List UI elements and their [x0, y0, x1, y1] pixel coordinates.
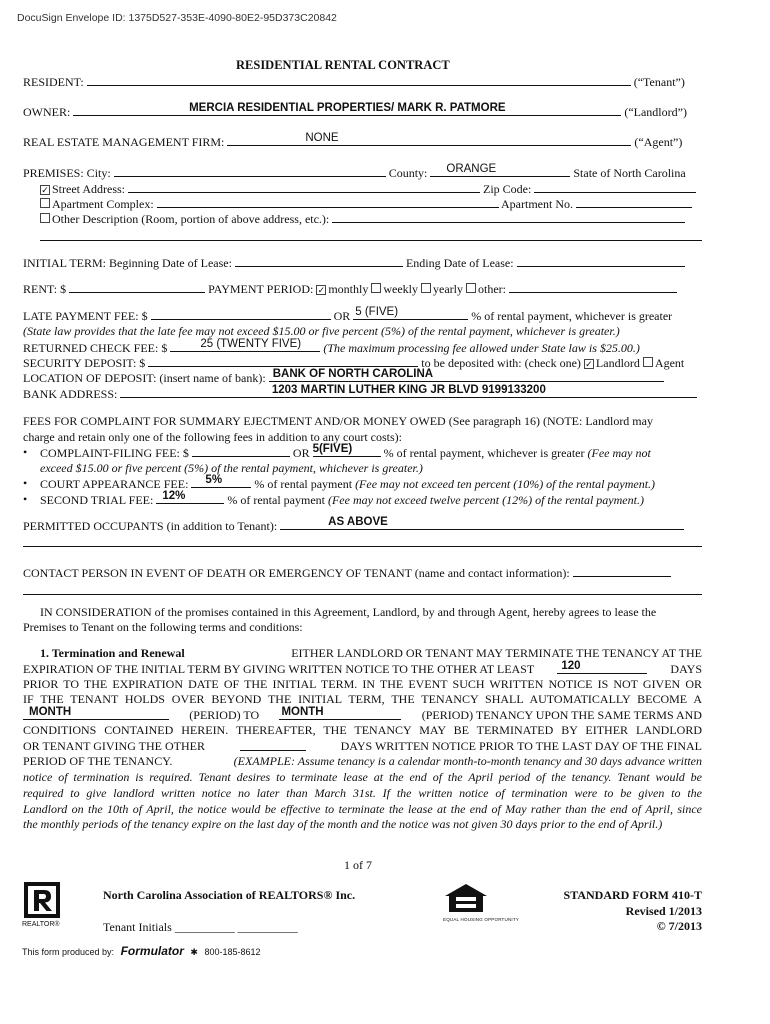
- occupants-field-2[interactable]: [23, 535, 702, 547]
- trial-fee-row: [40, 492, 644, 508]
- other-period-checkbox[interactable]: [466, 283, 476, 293]
- produced-by-label: This form produced by:: [22, 947, 115, 957]
- complaint-fee-label: COMPLAINT-FILING FEE: $: [40, 446, 189, 460]
- formulator-phone: 800-185-8612: [204, 947, 261, 957]
- complex-label: Apartment Complex:: [52, 197, 154, 211]
- owner-label: OWNER:: [23, 105, 71, 119]
- occupants-field[interactable]: [280, 518, 684, 530]
- deposit-agent-label: Agent: [654, 356, 685, 370]
- term-end-label: Ending Date of Lease:: [405, 256, 514, 270]
- premises-row-street: [40, 181, 696, 197]
- section1-line-10: required to give landlord written notice no later than March 31st. If the written notice of termination were to be given to the: [23, 786, 702, 800]
- check-fee-note: (The maximum processing fee allowed under State law is $25.00.): [323, 341, 640, 355]
- document-title: RESIDENTIAL RENTAL CONTRACT: [236, 58, 450, 72]
- zip-label: Zip Code:: [483, 182, 532, 196]
- contact-field[interactable]: [573, 565, 671, 577]
- contact-field-2[interactable]: [23, 583, 702, 595]
- monthly-checkbox[interactable]: ✓: [317, 285, 326, 295]
- other-desc-field[interactable]: [332, 211, 685, 223]
- resident-suffix: (“Tenant”): [633, 75, 685, 89]
- agent-suffix: (“Agent”): [634, 135, 683, 149]
- complaint-fee-note-b: exceed $15.00 or five percent (5%) of the rental payment, whichever is greater.): [40, 461, 423, 475]
- section1-line-8: [23, 754, 702, 769]
- owner-field[interactable]: [73, 104, 621, 116]
- trial-fee-note: (Fee may not exceed twelve percent (12%) of the rental payment.): [327, 493, 644, 507]
- section1-line-11: Landlord on the 10th of April, the notice would be effective to terminate the lease at the end of May rather than the end of April, since: [23, 802, 702, 816]
- other-desc-label: Other Description (Room, portion of above address, etc.):: [52, 212, 330, 226]
- page-number: 1 of 7: [344, 858, 372, 872]
- zip-field[interactable]: [534, 181, 696, 193]
- period-field-2[interactable]: [279, 708, 401, 720]
- apt-label: Apartment No.: [501, 197, 573, 211]
- association-name: North Carolina Association of REALTORS® Inc.: [103, 888, 356, 902]
- complaint-fee-suffix: % of rental payment, whichever is greater: [383, 446, 585, 460]
- rent-row: [23, 281, 677, 297]
- period-value-2: MONTH: [281, 706, 324, 718]
- other-period-field[interactable]: [509, 281, 677, 293]
- section1-text-2a: EXPIRATION OF THE INITIAL TERM BY GIVING WRITTEN NOTICE TO THE OTHER AT LEAST: [23, 662, 535, 676]
- rent-label: RENT: $: [23, 282, 67, 296]
- county-value: ORANGE: [446, 163, 497, 175]
- appearance-fee-row: [40, 476, 655, 492]
- monthly-label: monthly: [328, 282, 369, 296]
- street-checkbox[interactable]: ✓: [41, 185, 49, 195]
- owner-suffix: (“Landlord”): [624, 105, 687, 119]
- section1-line-2: [23, 662, 702, 677]
- period-field-1[interactable]: [23, 708, 169, 720]
- section1-line-3: PRIOR TO THE EXPIRATION DATE OF THE INITIAL TERM. IN THE EVENT SUCH WRITTEN NOTICE IS NOT GIVEN OR: [23, 677, 702, 691]
- street-label: Street Address:: [52, 182, 125, 196]
- fees-intro-1: FEES FOR COMPLAINT FOR SUMMARY EJECTMENT AND/OR MONEY OWED (See paragraph 16) (NOTE: Landlord may: [23, 414, 653, 428]
- realtor-r-icon: [24, 882, 60, 918]
- section1-text-1: EITHER LANDLORD OR TENANT MAY TERMINATE THE TENANCY AT THE: [291, 646, 702, 660]
- section1-line-12: the monthly periods of the tenancy expire on the last day of the month and the notice was not given 30 days prior to the end of April.): [23, 817, 663, 831]
- form-number: STANDARD FORM 410-T: [563, 888, 702, 902]
- check-fee-value: 25 (TWENTY FIVE): [200, 338, 302, 350]
- trial-fee-suffix: % of rental payment: [227, 493, 325, 507]
- section1-text-8a: PERIOD OF THE TENANCY.: [23, 754, 173, 768]
- late-fee-note: (State law provides that the late fee may not exceed $15.00 or five percent (5%) of the rental payment, whichever is greater.): [23, 324, 620, 338]
- appearance-fee-value: 5%: [205, 474, 223, 486]
- check-fee-row: [23, 340, 640, 356]
- section1-line-7: [23, 739, 702, 754]
- bullet-dot: •: [23, 445, 28, 459]
- trial-fee-value: 12%: [162, 490, 186, 502]
- fees-intro-2: charge and retain only one of the following fees in addition to any court costs):: [23, 430, 403, 444]
- premises-row-other: [40, 211, 685, 227]
- term-begin-field[interactable]: [235, 255, 403, 267]
- form-copyright: © 7/2013: [656, 919, 702, 933]
- section1-text-7b: DAYS WRITTEN NOTICE PRIOR TO THE LAST DAY OF THE FINAL: [340, 739, 702, 753]
- section1-line-1: [40, 646, 702, 661]
- consideration-line-2: Premises to Tenant on the following terms and conditions:: [23, 620, 303, 634]
- notice-days-value: 120: [561, 660, 581, 672]
- section1-heading: 1. Termination and Renewal: [40, 646, 185, 660]
- equal-housing-icon: [443, 882, 489, 914]
- trial-fee-field[interactable]: [156, 492, 224, 504]
- appearance-fee-suffix: % of rental payment: [254, 477, 353, 491]
- contact-label: CONTACT PERSON IN EVENT OF DEATH OR EMERGENCY OF TENANT (name and contact information):: [23, 566, 570, 580]
- deposit-to-be: to be deposited with: (check one): [421, 356, 581, 370]
- period-label: (PERIOD) TO: [189, 708, 260, 722]
- deposit-landlord-checkbox[interactable]: ✓: [585, 359, 593, 369]
- consideration-line-1: IN CONSIDERATION of the promises contained in this Agreement, Landlord, by and through Agent, hereby agrees to lease the: [40, 605, 657, 619]
- equal-housing-logo: [443, 882, 489, 918]
- bank-address-row: [23, 386, 697, 402]
- bullet-dot: •: [23, 476, 28, 490]
- occupants-value: AS ABOVE: [328, 516, 388, 528]
- term-end-field[interactable]: [517, 255, 685, 267]
- tenant-initials[interactable]: Tenant Initials __________ __________: [103, 920, 298, 934]
- resident-label: RESIDENT:: [23, 75, 84, 89]
- resident-field[interactable]: [87, 74, 631, 86]
- form-revised: Revised 1/2013: [625, 904, 702, 918]
- late-fee-suffix: % of rental payment, whichever is greater: [471, 309, 673, 323]
- section1-line-4: IF THE TENANT HOLDS OVER BEYOND THE INITIAL TERM, THE TENANCY SHALL AUTOMATICALLY BECOME A: [23, 692, 702, 706]
- complaint-fee-row: [40, 445, 651, 461]
- trial-fee-label: SECOND TRIAL FEE:: [40, 493, 154, 507]
- equal-housing-text: EQUAL HOUSING OPPORTUNITY: [443, 917, 520, 922]
- late-fee-label: LATE PAYMENT FEE: $: [23, 309, 148, 323]
- complex-checkbox[interactable]: [40, 198, 50, 208]
- section1-line-5: [23, 708, 702, 723]
- bank-address-value: 1203 MARTIN LUTHER KING JR BLVD 9199133200: [271, 384, 546, 396]
- complaint-fee-note-a: (Fee may not: [587, 446, 651, 460]
- occupants-label: PERMITTED OCCUPANTS (in addition to Tenant):: [23, 519, 278, 533]
- street-field[interactable]: [128, 181, 480, 193]
- other-desc-field-2[interactable]: [40, 229, 702, 241]
- owner-row: [23, 104, 687, 120]
- weekly-label: weekly: [383, 282, 419, 296]
- produced-by-row: [22, 944, 261, 958]
- late-fee-percent-field[interactable]: [353, 308, 468, 320]
- envelope-id: DocuSign Envelope ID: 1375D527-353E-4090-80E2-95D373C20842: [17, 12, 337, 24]
- check-fee-label: RETURNED CHECK FEE: $: [23, 341, 168, 355]
- agent-row: [23, 134, 682, 150]
- rent-field[interactable]: [69, 281, 205, 293]
- termination-days-field[interactable]: [240, 739, 306, 751]
- deposit-agent-checkbox[interactable]: [643, 357, 653, 367]
- yearly-checkbox[interactable]: [421, 283, 431, 293]
- agent-value: NONE: [305, 132, 339, 144]
- deposit-field[interactable]: [148, 355, 418, 367]
- bank-address-label: BANK ADDRESS:: [23, 387, 118, 401]
- late-fee-or: OR: [333, 309, 351, 323]
- complaint-fee-amount-field[interactable]: [192, 445, 290, 457]
- notice-days-field[interactable]: [557, 662, 647, 674]
- complaint-fee-percent-value: 5(FIVE): [312, 443, 353, 455]
- other-desc-checkbox[interactable]: [40, 213, 50, 223]
- complaint-fee-or: OR: [292, 446, 310, 460]
- appearance-fee-label: COURT APPEARANCE FEE:: [40, 477, 189, 491]
- complex-field[interactable]: [157, 196, 499, 208]
- contact-row: [23, 565, 671, 581]
- county-label: County:: [388, 166, 428, 180]
- deposit-label: SECURITY DEPOSIT: $: [23, 356, 146, 370]
- deposit-landlord-label: Landlord: [595, 356, 640, 370]
- late-fee-percent-value: 5 (FIVE): [355, 306, 399, 318]
- payment-period-label: PAYMENT PERIOD:: [208, 282, 314, 296]
- agent-field[interactable]: [227, 134, 631, 146]
- appearance-fee-field[interactable]: [191, 476, 251, 488]
- bank-address-field[interactable]: [120, 386, 697, 398]
- section1-text-5b: (PERIOD) TENANCY UPON THE SAME TERMS AND: [421, 708, 702, 722]
- location-field[interactable]: [269, 370, 664, 382]
- check-fee-field[interactable]: [170, 340, 320, 352]
- appearance-fee-note: (Fee may not exceed ten percent (10%) of the rental payment.): [355, 477, 656, 491]
- complaint-fee-percent-field[interactable]: [313, 445, 381, 457]
- occupants-row: [23, 518, 684, 534]
- section1-text-7a: OR TENANT GIVING THE OTHER: [23, 739, 205, 753]
- section1-text-2b: DAYS: [670, 662, 702, 676]
- section1-text-8b: (EXAMPLE: Assume tenancy is a calendar month-to-month tenancy and 30 days advance written: [233, 754, 702, 768]
- premises-row-city: [23, 165, 686, 181]
- term-begin-label: INITIAL TERM: Beginning Date of Lease:: [23, 256, 232, 270]
- owner-value: MERCIA RESIDENTIAL PROPERTIES/ MARK R. PATMORE: [189, 102, 506, 114]
- yearly-label: yearly: [433, 282, 463, 296]
- formulator-logo: Formulator: [120, 944, 184, 958]
- premises-row-complex: [40, 196, 692, 212]
- term-row: [23, 255, 685, 271]
- late-fee-row: [23, 308, 672, 324]
- realtor-logo-text: REALTOR®: [22, 921, 60, 928]
- bullet-dot: •: [23, 492, 28, 506]
- city-field[interactable]: [114, 165, 386, 177]
- section1-line-6: CONDITIONS CONTAINED HEREIN. THEREAFTER, THE TENANCY MAY BE TERMINATED BY EITHER LANDLORD: [23, 723, 702, 737]
- section1-line-9: notice of termination is required. Tenant desires to terminate lease at the end of the April period of the tenancy. Tenant would be: [23, 770, 702, 784]
- late-fee-amount-field[interactable]: [151, 308, 331, 320]
- other-period-label: other:: [478, 282, 506, 296]
- resident-row: [23, 74, 685, 90]
- state-text: State of North Carolina: [573, 166, 686, 180]
- weekly-checkbox[interactable]: [371, 283, 381, 293]
- location-value: BANK OF NORTH CAROLINA: [272, 368, 434, 380]
- county-field[interactable]: [430, 165, 570, 177]
- realtor-logo: [24, 882, 60, 918]
- city-label: PREMISES: City:: [23, 166, 111, 180]
- agent-label: REAL ESTATE MANAGEMENT FIRM:: [23, 135, 225, 149]
- formulator-icon: ✱: [190, 947, 198, 957]
- apt-field[interactable]: [576, 196, 692, 208]
- location-label: LOCATION OF DEPOSIT: (insert name of bank):: [23, 371, 266, 385]
- period-value-1: MONTH: [29, 706, 72, 718]
